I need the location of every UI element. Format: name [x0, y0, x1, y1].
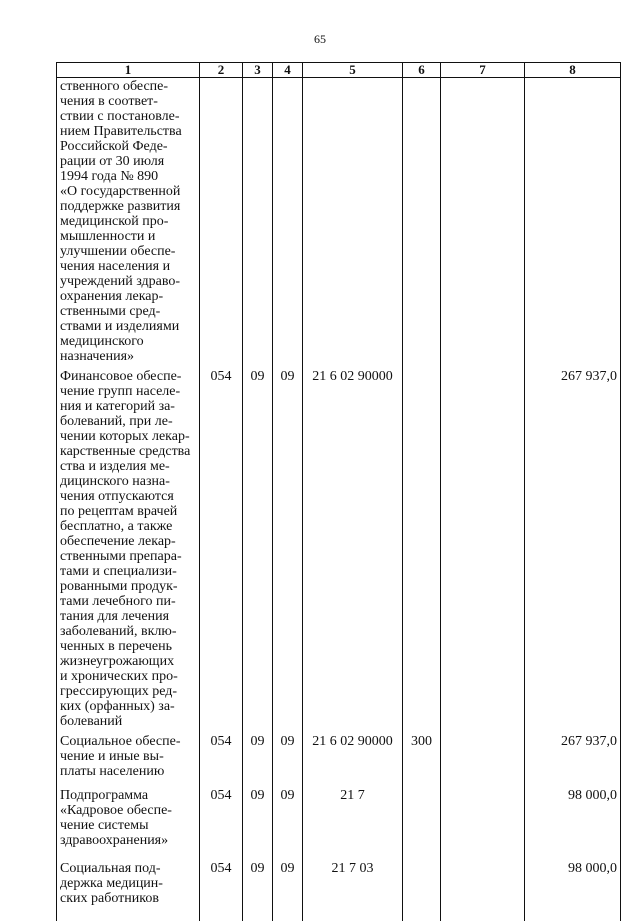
- section-code-cell: [243, 78, 273, 365]
- expense-type-cell: [403, 364, 441, 729]
- item-name-line: Социальная под-: [60, 861, 161, 876]
- item-name-line: держка медицин-: [60, 876, 163, 891]
- table-row: [57, 729, 621, 784]
- item-name-line: ских работников: [60, 891, 159, 906]
- ministry-code-cell: 054: [200, 729, 243, 784]
- amount-cell: 98 000,0: [525, 784, 621, 856]
- item-name-line: тания для лечения: [60, 609, 170, 624]
- amount-cell: 267 937,0: [525, 729, 621, 784]
- subsection-code-cell: 09: [273, 364, 303, 729]
- column-7-cell: [441, 784, 525, 856]
- section-code-cell: 09: [243, 729, 273, 784]
- table-row: [57, 784, 621, 856]
- item-name-line: охранения лекар-: [60, 289, 164, 304]
- item-name-line: ких (орфанных) за-: [60, 699, 175, 714]
- item-name-line: здравоохранения»: [60, 833, 169, 848]
- target-article-cell: 21 7: [303, 784, 403, 856]
- item-name-line: по рецептам врачей: [60, 504, 178, 519]
- item-name-line: ственными сред-: [60, 304, 161, 319]
- item-name-line: учреждений здраво-: [60, 274, 181, 289]
- item-name-line: Подпрограмма: [60, 788, 149, 803]
- item-name-line: назначения»: [60, 349, 135, 364]
- item-name-line: карственные средства: [60, 444, 191, 459]
- column-7-cell: [441, 856, 525, 921]
- item-name-line: поддержке развития: [60, 199, 181, 214]
- budget-table: [56, 62, 621, 921]
- subsection-code-cell: 09: [273, 729, 303, 784]
- item-name-line: Российской Феде-: [60, 139, 168, 154]
- item-name-line: и хронических про-: [60, 669, 178, 684]
- item-name-line: чение групп населе-: [60, 384, 181, 399]
- ministry-code-cell: 054: [200, 364, 243, 729]
- item-name-line: нием Правительства: [60, 124, 182, 139]
- item-name-line: мышленности и: [60, 229, 156, 244]
- table-row: [57, 78, 621, 365]
- item-name-line: дицинского назна-: [60, 474, 170, 489]
- item-name-cell: [57, 856, 200, 921]
- header-row: [57, 63, 621, 78]
- target-article-cell: 21 6 02 90000: [303, 364, 403, 729]
- amount-cell: 267 937,0: [525, 364, 621, 729]
- item-name-line: медицинского: [60, 334, 144, 349]
- item-name-cell: [57, 364, 200, 729]
- column-7-cell: [441, 364, 525, 729]
- column-header: 1: [57, 63, 200, 78]
- section-code-cell: 09: [243, 784, 273, 856]
- item-name-cell: [57, 784, 200, 856]
- item-name-line: грессирующих ред-: [60, 684, 178, 699]
- item-name-cell: [57, 78, 200, 365]
- item-name-line: рованными продук-: [60, 579, 178, 594]
- item-name-line: обеспечение лекар-: [60, 534, 176, 549]
- subsection-code-cell: 09: [273, 784, 303, 856]
- item-name-line: ственными препара-: [60, 549, 182, 564]
- item-name-line: рации от 30 июля: [60, 154, 165, 169]
- section-code-cell: 09: [243, 364, 273, 729]
- ministry-code-cell: 054: [200, 784, 243, 856]
- column-header: 4: [273, 63, 303, 78]
- item-name-line: 1994 года № 890: [60, 169, 159, 184]
- item-name-line: платы населению: [60, 764, 165, 779]
- expense-type-cell: [403, 856, 441, 921]
- target-article-cell: 21 6 02 90000: [303, 729, 403, 784]
- ministry-code-cell: 054: [200, 856, 243, 921]
- item-name-line: ствии с постановле-: [60, 109, 180, 124]
- item-name-line: ства и изделия ме-: [60, 459, 170, 474]
- item-name-line: ния и категорий за-: [60, 399, 175, 414]
- item-name-cell: [57, 729, 200, 784]
- column-7-cell: [441, 78, 525, 365]
- target-article-cell: [303, 78, 403, 365]
- ministry-code-cell: [200, 78, 243, 365]
- column-header: 5: [303, 63, 403, 78]
- column-header: 3: [243, 63, 273, 78]
- item-name-line: «О государственной: [60, 184, 181, 199]
- column-header: 6: [403, 63, 441, 78]
- item-name-line: чение и иные вы-: [60, 749, 164, 764]
- item-name-line: чения отпускаются: [60, 489, 174, 504]
- item-name-line: медицинской про-: [60, 214, 169, 229]
- expense-type-cell: 300: [403, 729, 441, 784]
- table-row: [57, 364, 621, 729]
- column-7-cell: [441, 729, 525, 784]
- subsection-code-cell: 09: [273, 856, 303, 921]
- item-name-line: «Кадровое обеспе-: [60, 803, 172, 818]
- target-article-cell: 21 7 03: [303, 856, 403, 921]
- item-name-line: болеваний: [60, 714, 123, 729]
- item-name-line: болеваний, при ле-: [60, 414, 173, 429]
- column-header: 2: [200, 63, 243, 78]
- column-header: 8: [525, 63, 621, 78]
- column-header: 7: [441, 63, 525, 78]
- item-name-line: ственного обеспе-: [60, 79, 169, 94]
- item-name-line: чения в соответ-: [60, 94, 158, 109]
- item-name-line: ченных в перечень: [60, 639, 172, 654]
- item-name-line: Социальное обеспе-: [60, 734, 181, 749]
- item-name-line: улучшении обеспе-: [60, 244, 176, 259]
- table-row: [57, 856, 621, 921]
- item-name-line: заболеваний, вклю-: [60, 624, 177, 639]
- item-name-line: тами лечебного пи-: [60, 594, 176, 609]
- item-name-line: Финансовое обеспе-: [60, 369, 182, 384]
- item-name-line: тами и специализи-: [60, 564, 177, 579]
- expense-type-cell: [403, 78, 441, 365]
- page-number: 65: [314, 32, 326, 46]
- section-code-cell: 09: [243, 856, 273, 921]
- item-name-line: бесплатно, а также: [60, 519, 173, 534]
- subsection-code-cell: [273, 78, 303, 365]
- amount-cell: 98 000,0: [525, 856, 621, 921]
- expense-type-cell: [403, 784, 441, 856]
- item-name-line: чения населения и: [60, 259, 171, 274]
- item-name-line: жизнеугрожающих: [60, 654, 175, 669]
- item-name-line: чении которых лекар-: [60, 429, 190, 444]
- amount-cell: [525, 78, 621, 365]
- item-name-line: чение системы: [60, 818, 149, 833]
- item-name-line: ствами и изделиями: [60, 319, 180, 334]
